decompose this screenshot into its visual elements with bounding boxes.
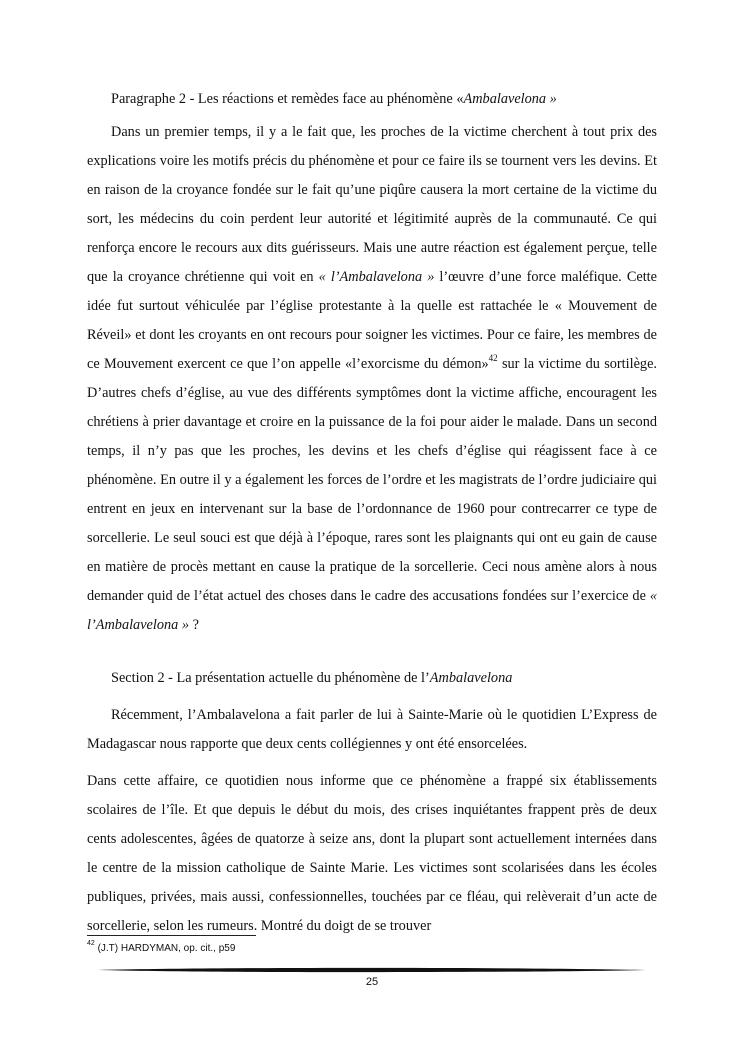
paragraph-2-heading-text: Paragraphe 2 - Les réactions et remèdes face au phénomène «: [111, 91, 464, 107]
section-2-heading: [111, 668, 512, 688]
footer-divider: [98, 966, 646, 974]
paragraph-2-body-part4: ?: [189, 617, 199, 633]
paragraph-2-body-part3: sur la victime du sortilège. D’autres chefs d’église, au vue des différents symptômes dont la victime affiche, encouragent les chrétiens à prier davantage et croire en la puissance de la foi pour aider le malade. Dans un second temps, il n’y pas que les proches, les devins et les chefs d’église qui réagissent face à ce phénomène. En outre il y a également les forces de l’ordre et les magistrats de l’ordre judiciaire qui entrent en jeux en intervenant sur la base de l’ordonnance de 1960 pour contrecarrer ce type de sorcellerie. Le seul souci est que déjà à l’époque, rares sont les plaignants qui ont eu gain de cause en matière de procès mettant en cause la pratique de la sorcellerie. Ceci nous amène alors à nous demander quid de l’état actuel des choses dans le cadre des accusations fondées sur l’exercice de: [87, 356, 657, 604]
paragraph-2-body-part1: Dans un premier temps, il y a le fait que, les proches de la victime cherchent à tout prix des explications voire les motifs précis du phénomène et pour ce faire ils se tournent vers les devins. Et en raison de la croyance fondée sur le fait qu’une piqûre causera la mort certaine de la victime du sort, les médecins du coin perdent leur autorité et légitimité auprès de la communauté. Ce qui renforça encore le recours aux dits guérisseurs. Mais une autre réaction est également perçue, telle que la croyance chrétienne qui voit en: [87, 124, 657, 285]
footnote-reference: 42: [488, 353, 498, 364]
footnote-text: (J.T) HARDYMAN, op. cit., p59: [94, 943, 236, 954]
section-2-heading-italic: Ambalavelona: [429, 670, 513, 686]
paragraph-2-body-italic2: « l’Ambalavelona »: [87, 588, 657, 633]
paragraph-2-heading-italic: Ambalavelona »: [463, 91, 557, 107]
paragraph-2-body: [87, 118, 657, 640]
footnote-number: 42: [87, 939, 95, 947]
paragraph-2-heading: [111, 89, 557, 109]
section-2-paragraph-2: Dans cette affaire, ce quotidien nous informe que ce phénomène a frappé six établissements scolaires de l’île. Et que depuis le début du mois, des crises inquiétantes frappent près de deux cents adolescentes, âgées de quatorze à seize ans, dont la plupart sont actuellement internées dans le centre de la mission catholique de Sainte Marie. Les victimes sont scolarisées dans les écoles publiques, privées, mais aussi, confessionnelles, touchées par ce fléau, qui relèverait d’un acte de sorcellerie, selon les rumeurs. Montré du doigt de se trouver: [87, 773, 657, 934]
paragraph-2-body-part2: l’œuvre d’une force maléfique. Cette idée fut surtout véhiculée par l’église protestante à la quelle est rattachée le « Mouvement de Réveil» et dont les croyants en ont recours pour soigner les victimes. Pour ce faire, les membres de ce Mouvement exercent ce que l’on appelle «l’exorcisme du démon»: [87, 269, 657, 372]
footnote: [87, 941, 235, 957]
paragraph-2-body-italic1: « l’Ambalavelona »: [318, 269, 435, 285]
page-number: 25: [365, 976, 379, 988]
section-2-paragraph-1: Récemment, l’Ambalavelona a fait parler de lui à Sainte-Marie où le quotidien L’Express de Madagascar nous rapporte que deux cents collégiennes y ont été ensorcelées.: [87, 707, 657, 752]
section-2-heading-text: Section 2 - La présentation actuelle du phénomène de l’: [111, 670, 430, 686]
footnote-divider: [87, 935, 256, 936]
